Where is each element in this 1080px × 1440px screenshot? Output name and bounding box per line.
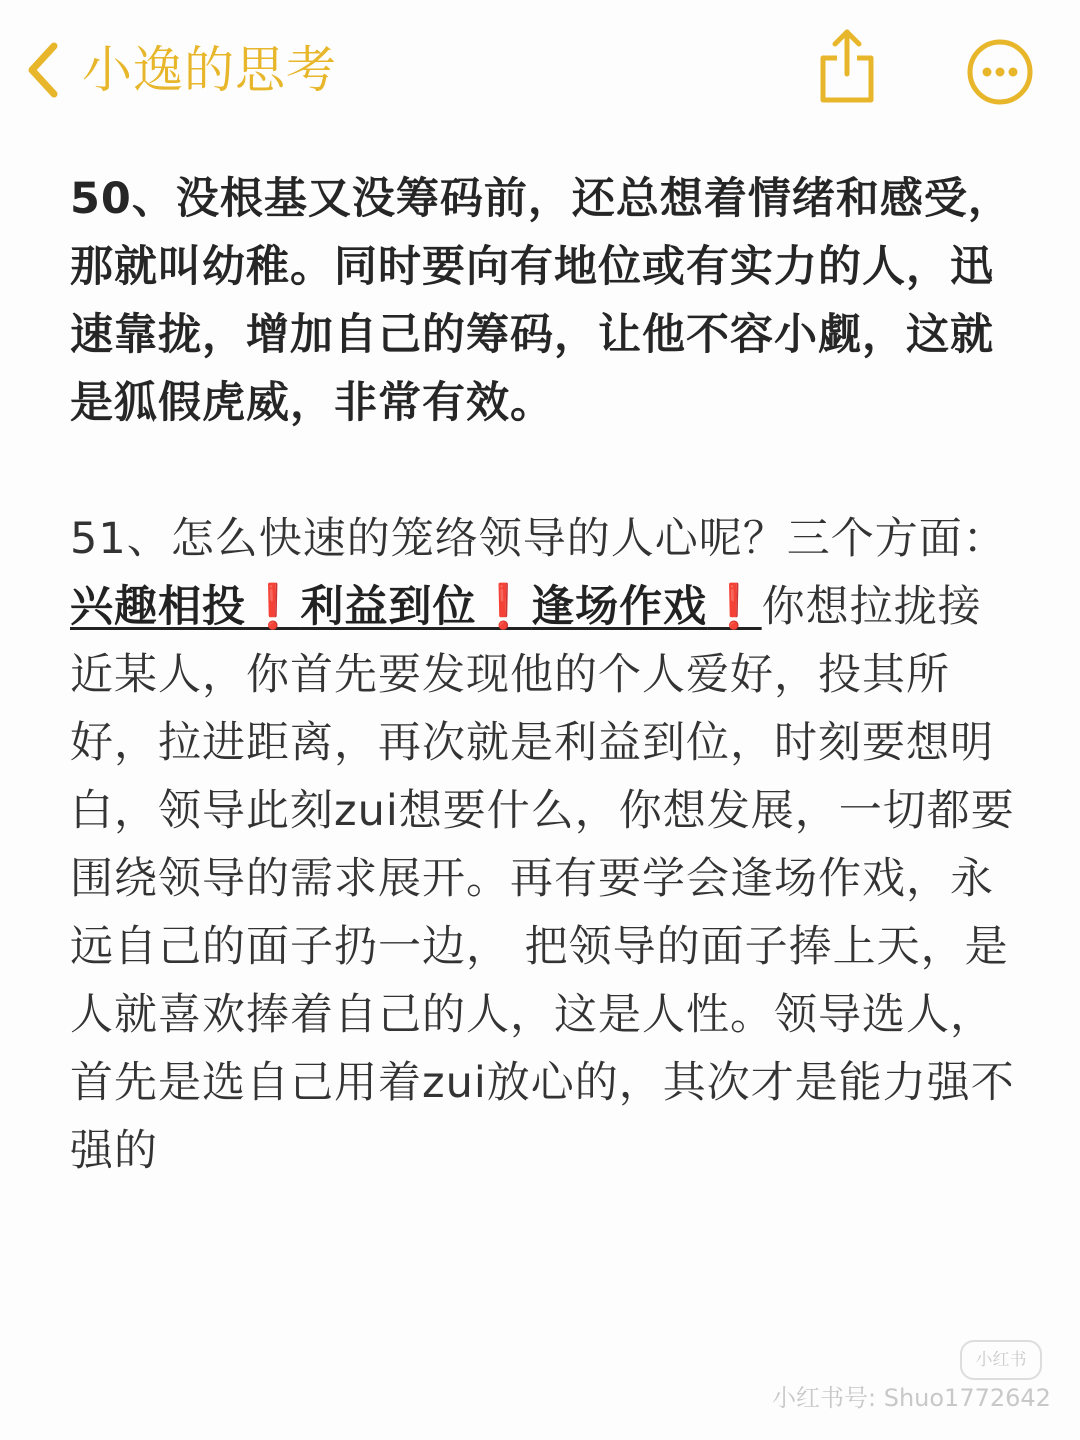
paragraph-50: 50、没根基又没筹码前，还总想着情绪和感受，那就叫幼稚。同时要向有地位或有实力的人，迅速靠拢，增加自己的筹码，让他不容小觑，这就是狐假虎威，非常有效。 xyxy=(70,174,1012,428)
share-icon xyxy=(815,28,879,106)
keyword-interest: 兴趣相投 xyxy=(70,582,246,632)
exclamation-icon: ❗ xyxy=(707,582,762,632)
watermark-text: 小红书号: Shuo1772642 xyxy=(772,1384,1051,1412)
keyword-benefit: 利益到位 xyxy=(300,582,477,632)
chevron-left-icon xyxy=(22,40,64,100)
share-button[interactable] xyxy=(815,28,879,106)
keyword-act: 逢场作戏 xyxy=(531,582,708,632)
note-body[interactable] xyxy=(70,165,1015,1185)
more-dots-icon xyxy=(966,38,1034,106)
exclamation-icon: ❗ xyxy=(246,582,301,632)
back-button[interactable] xyxy=(22,40,64,100)
note-folder-title[interactable]: 小逸的思考 xyxy=(82,41,337,99)
exclamation-icon: ❗ xyxy=(476,582,532,632)
watermark-logo: 小红书 xyxy=(960,1340,1042,1380)
paragraph-51-intro: 51、怎么快速的笼络领导的人心呢？三个方面： xyxy=(70,514,1007,564)
top-navigation-bar xyxy=(0,0,1080,140)
more-options-button[interactable] xyxy=(966,38,1034,106)
paragraph-51 xyxy=(70,505,1015,1185)
paragraph-51-body: 你想拉拢接近某人，你首先要发现他的个人爱好，投其所好，拉进距离，再次就是利益到位，时刻要想明白，领导此刻zui想要什么，你想发展，一切都要围绕领导的需求展开。再有要学会逢场作戏，永远自己的面子扔一边， 把领导的面子捧上天，是人就喜欢捧着自己的人，这是人性。领导选人，首先是选自己用着zui放心的，其次才是能力强不强的 xyxy=(70,582,1015,1176)
